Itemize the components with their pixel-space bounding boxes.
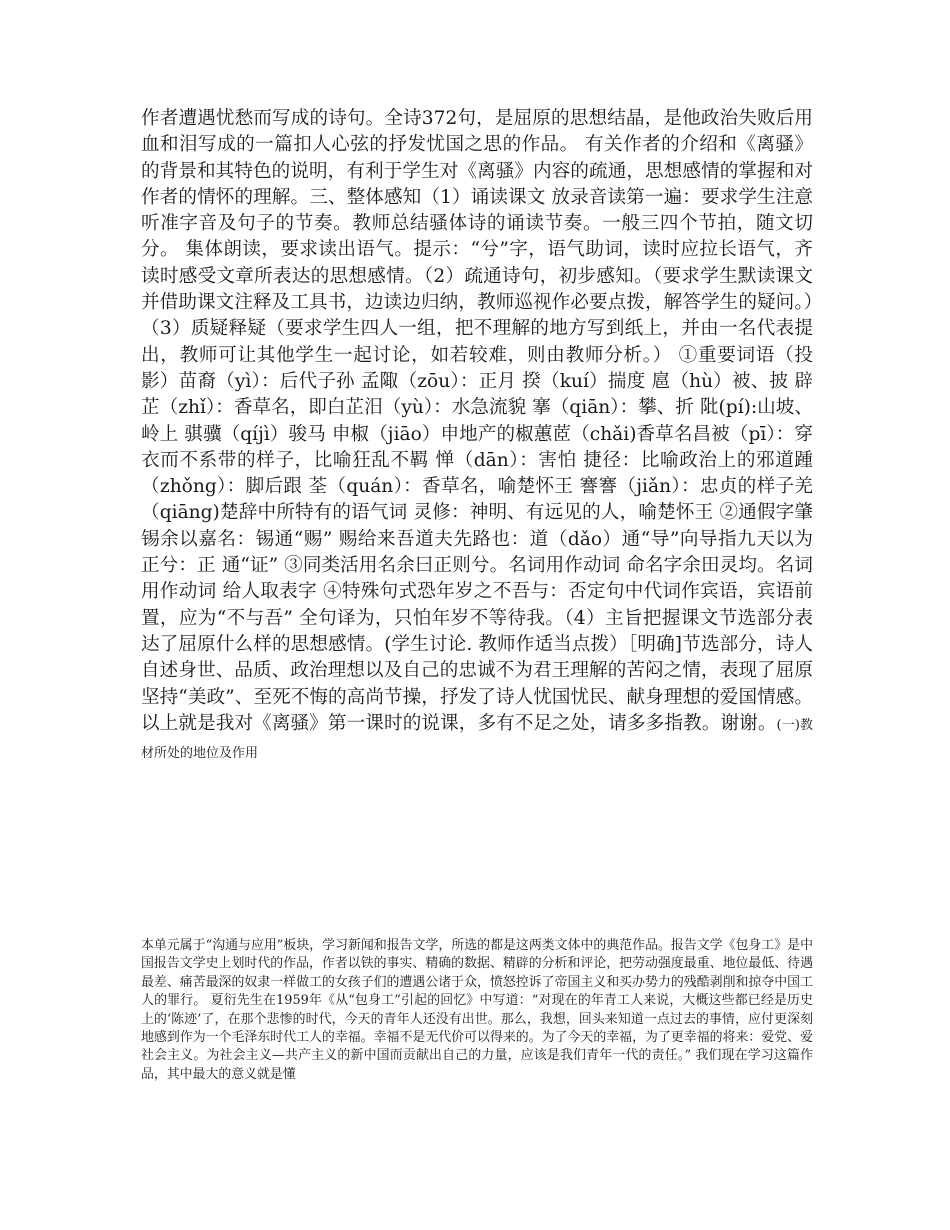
lisao-lesson-text [141,106,813,767]
lisao-body-text: 作者遭遇忧愁而写成的诗句。全诗372句，是屈原的思想结晶，是他政治失败后用血和泪写成的一篇扣人心弦的抒发忧国之思的作品。 有关作者的介绍和《离骚》的背景和其特色的说明，有利于学生对《离骚》内容的疏通，思想感情的掌握和对作者的情怀的理解。三、整体感知（1）诵读课文 放录音读第一遍：要求学生注意听准字音及句子的节奏。教师总结骚体诗的诵读节奏。一般三四个节拍，随文切分。 集体朗读，要求读出语气。提示：“兮”字，语气助词，读时应拉长语气，齐读时感受文章所表达的思想感情。（2）疏通诗句，初步感知。（要求学生默读课文并借助课文注释及工具书，边读边归纳，教师巡视作必要点拨，解答学生的疑问。）（3）质疑释疑（要求学生四人一组，把不理解的地方写到纸上，并由一名代表提出，教师可让其他学生一起讨论，如若较难，则由教师分析。） ①重要词语（投影）苗裔（yì）：后代子孙 孟陬（zōu）：正月 揆（kuí）揣度 扈（hù）被、披 辟芷（zhǐ）：香草名，即白芷汨（yù）：水急流貌 搴（qiān）：攀、折 阰(pí):山坡、岭上 骐骥（qíjì）骏马 申椒（jiāo）申地产的椒蕙茝（chǎi)香草名昌被（pī）：穿衣而不系带的样子，比喻狂乱不羁 惮（dān）：害怕 捷径：比喻政治上的邪道踵（zhǒng）：脚后跟 荃（quán）：香草名，喻楚怀王 謇謇（jiǎn）：忠贞的样子羌（qiāng)楚辞中所特有的语气词 灵修：神明、有远见的人，喻楚怀王 ②通假字肇锡余以嘉名：锡通“赐” 赐给来吾道夫先路也：道（dǎo）通“导”向导指九天以为正兮：正 通“证” ③同类活用名余曰正则兮。名词用作动词 命名字余田灵均。名词用作动词 给人取表字 ④特殊句式恐年岁之不吾与：否定句中代词作宾语，宾语前置，应为“不与吾” 全句译为，只怕年岁不等待我。（4）主旨把握课文节选部分表达了屈原什么样的思想感情。(学生讨论. 教师作适当点拨）［明确]节选部分，诗人自述身世、品质、政治理想以及自己的忠诚不为君王理解的苦闷之情，表现了屈原坚持“美政”、至死不悔的高尚节操，抒发了诗人忧国忧民、献身理想的爱国情感。 以上就是我对《离骚》第一课时的说课，多有不足之处，请多多指教。谢谢。 [141,108,813,734]
section-heading-small: (一)教材所处的地位及作用 [141,717,813,762]
unit-intro-paragraph: 本单元属于“沟通与应用”板块，学习新闻和报告文学，所选的都是这两类文体中的典范作品。报告文学《包身工》是中国报告文学史上划时代的作品，作者以铁的事实、精确的数据、精辟的分析和评论，把劳动强度最重、地位最低、待遇最差、痛苦最深的奴隶一样做工的女孩子们的遭遇公诸于众，愤怒控诉了帝国主义和买办势力的残酷剥削和掠夺中国工人的罪行。 夏衍先生在1959年《从“包身工”引起的回忆》中写道：“对现在的年青工人来说，大概这些都已经是历史上的‘陈迹’了，在那个悲惨的时代，今天的青年人还没有出世。那么，我想，回头来知道一点过去的事情，应付更深刻地感到作为一个毛泽东时代工人的幸福。幸福不是无代价可以得来的。为了今天的幸福，为了更幸福的将来：爱党、爱社会主义。为社会主义—共产主义的新中国而贡献出自己的力量，应该是我们青年一代的责任。” 我们现在学习这篇作品，其中最大的意义就是懂 [141,938,813,1082]
